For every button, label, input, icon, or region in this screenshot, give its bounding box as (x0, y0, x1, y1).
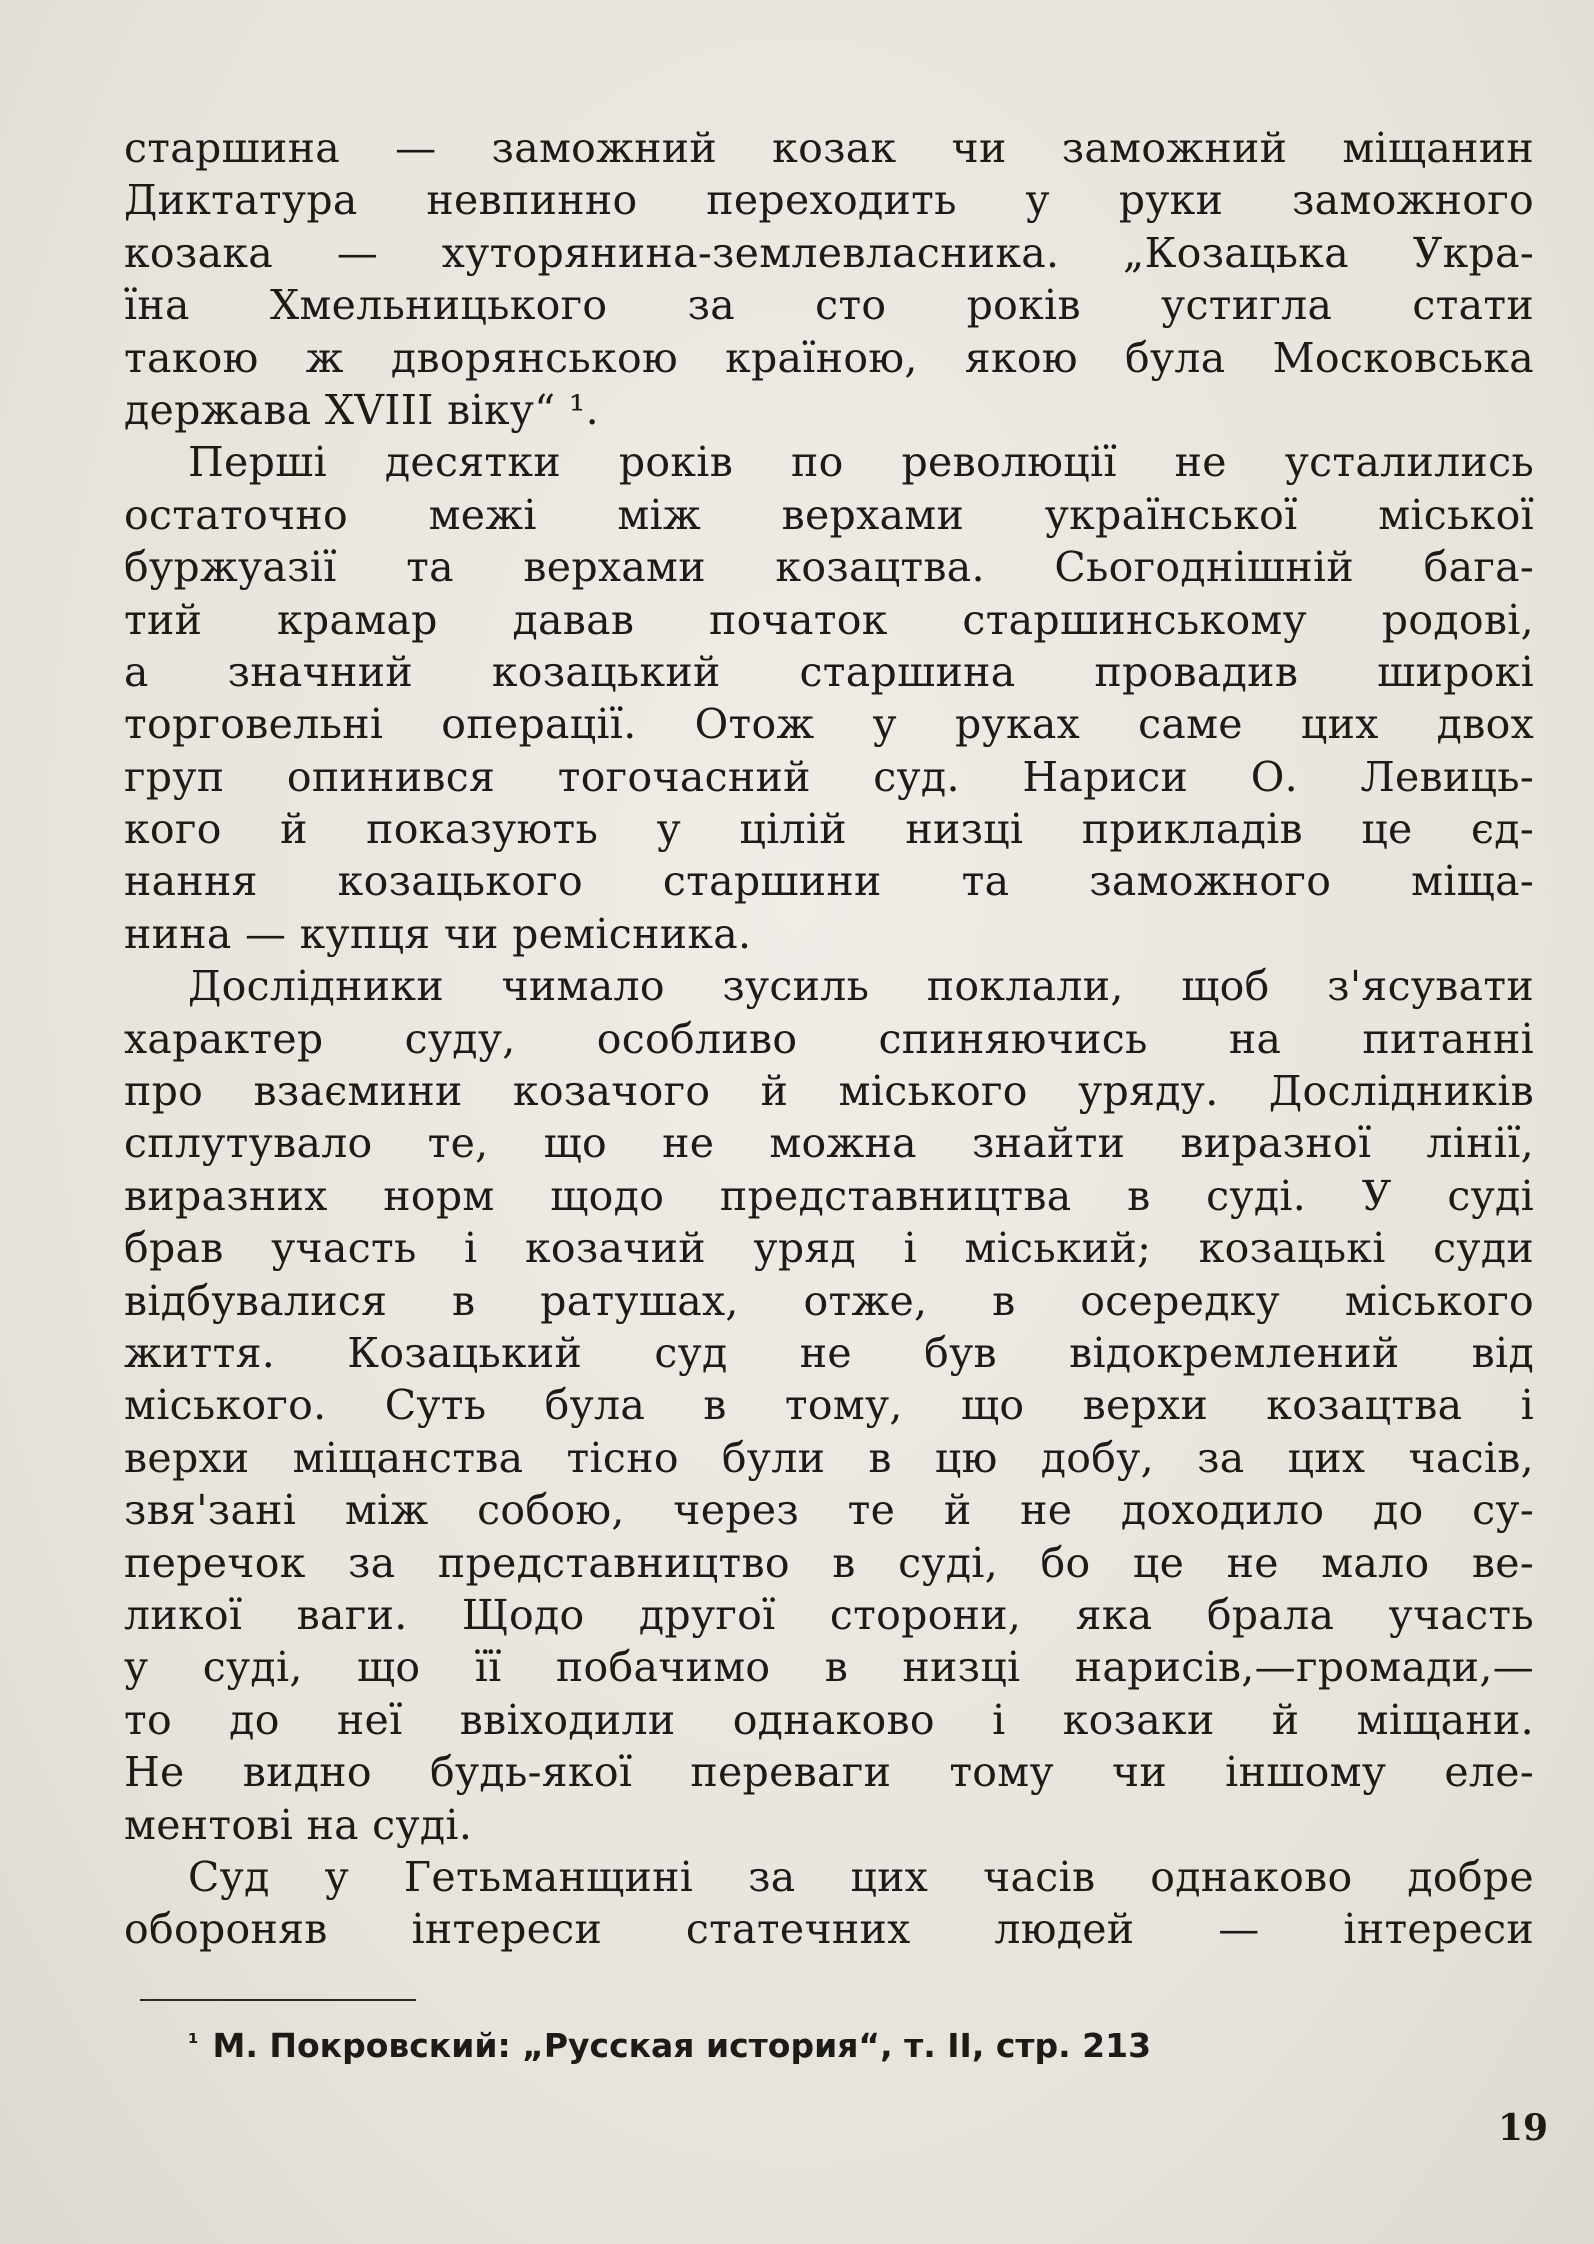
text-line: Диктатура невпинно переходить у руки заможного (124, 176, 1534, 225)
text-line: сплутувало те, що не можна знайти виразної лінії, (124, 1119, 1534, 1168)
text-line: такою ж дворянською країною, якою була Московська (124, 333, 1534, 382)
text-line: козака — хуторянина-землевласника. „Козацька Укра- (124, 228, 1534, 277)
footnote (188, 2024, 1388, 2071)
text-line: тий крамар давав початок старшинському родові, (124, 595, 1534, 644)
text-line: перечок за представництво в суді, бо це не мало ве- (124, 1538, 1534, 1587)
text-line: Суд у Гетьманщині за цих часів однаково добре (188, 1852, 1534, 1901)
text-line: Дослідники чимало зусиль поклали, щоб з'ясувати (188, 962, 1534, 1011)
text-line: торговельні операції. Отож у руках саме цих двох (124, 700, 1534, 749)
text-line: буржуазії та верхами козацтва. Сьогоднішній бага- (124, 543, 1534, 592)
page-number: 19 (1498, 2107, 1549, 2149)
text-line: звя'зані між собою, через те й не доходило до су- (124, 1486, 1534, 1535)
text-line: Перші десятки років по революції не усталились (188, 438, 1534, 487)
text-line: життя. Козацький суд не був відокремлений від (124, 1328, 1534, 1377)
text-line: а значний козацький старшина провадив широкі (124, 647, 1534, 696)
text-line: верхи міщанства тісно були в цю добу, за цих часів, (124, 1433, 1534, 1482)
text-line: їна Хмельницького за сто років устигла стати (124, 281, 1534, 330)
text-line: старшина — заможний козак чи заможний міщанин (124, 124, 1534, 172)
footnote-text: М. Покровский: „Русская история“, т. II, стр. 213 (212, 2026, 1152, 2065)
text-line: нина — купця чи ремісника. (124, 909, 752, 958)
text-line: Не видно будь-якої переваги тому чи іншому еле- (124, 1748, 1534, 1797)
text-line: остаточно межі між верхами української міської (124, 490, 1534, 539)
text-line: кого й показують у цілій низці прикладів це єд- (124, 805, 1534, 854)
footnote-marker: ¹ (188, 2029, 199, 2057)
text-line: держава XVIII віку“ ¹. (124, 385, 599, 434)
text-line: нання козацького старшини та заможного міща- (124, 857, 1534, 906)
body-text (124, 122, 1534, 1956)
text-line: міського. Суть була в тому, що верхи козацтва і (124, 1381, 1534, 1430)
footnote-divider (140, 1999, 416, 2001)
text-line: відбувалися в ратушах, отже, в осередку міського (124, 1276, 1534, 1325)
text-line: у суді, що її побачимо в низці нарисів,—громади,— (124, 1643, 1534, 1692)
text-line: груп опинився тогочасний суд. Нариси О. Левиць- (124, 752, 1534, 801)
text-line: то до неї ввіходили однаково і козаки й міщани. (124, 1695, 1534, 1744)
text-line: обороняв інтереси статечних людей — інтереси (124, 1905, 1534, 1954)
text-line: про взаємини козачого й міського уряду. Дослідників (124, 1067, 1534, 1116)
text-line: характер суду, особливо спиняючись на питанні (124, 1014, 1534, 1063)
text-line: ментові на суді. (124, 1800, 473, 1849)
text-line: брав участь і козачий уряд і міський; козацькі суди (124, 1224, 1534, 1273)
text-line: виразних норм щодо представництва в суді. У суді (124, 1171, 1534, 1220)
text-line: ликої ваги. Щодо другої сторони, яка брала участь (124, 1590, 1534, 1639)
